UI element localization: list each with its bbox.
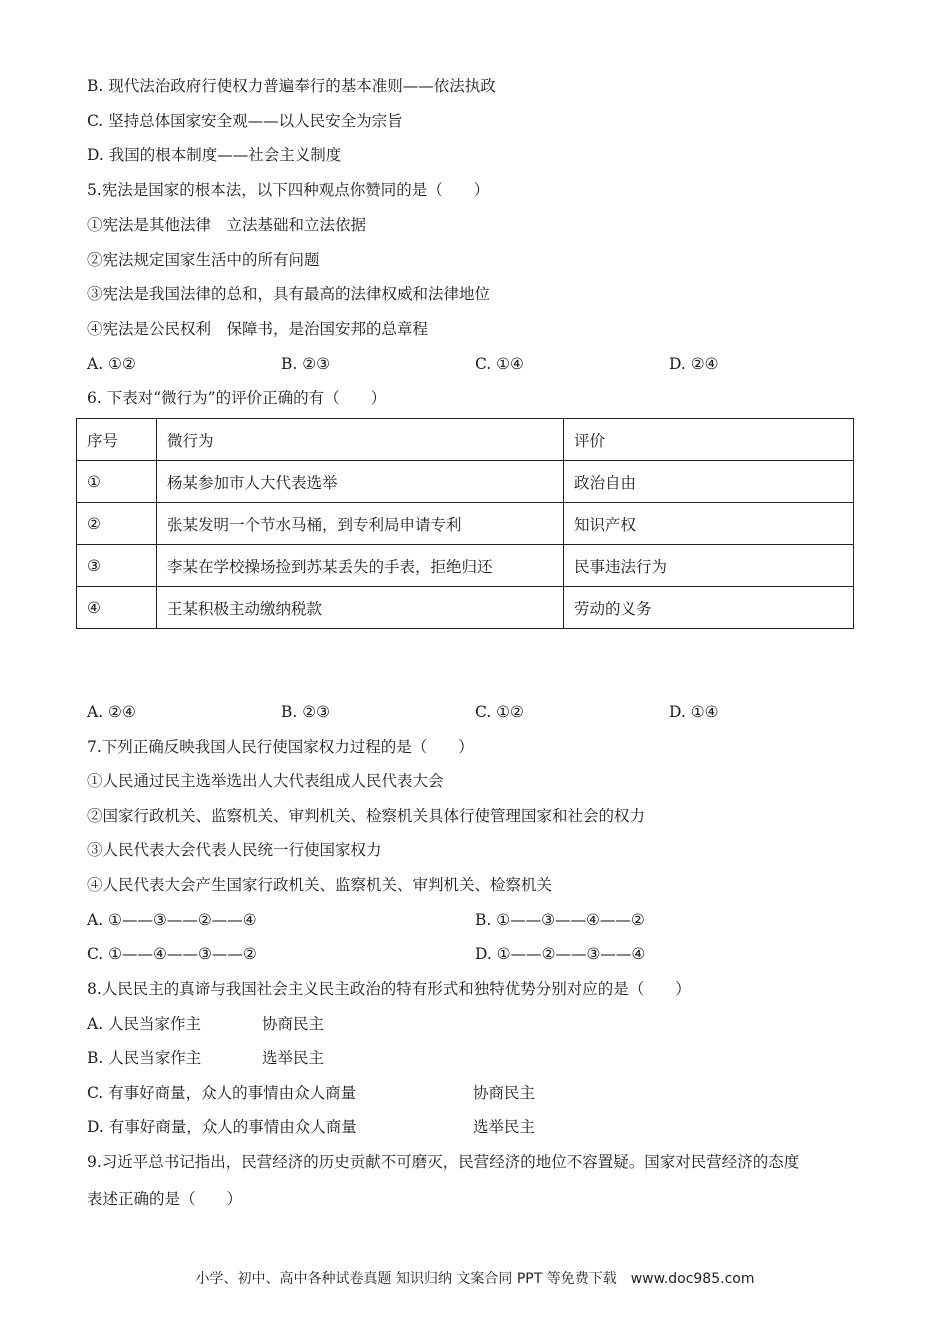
table-row bbox=[77, 461, 854, 503]
q8-option-b-second: 选举民主 bbox=[262, 1049, 325, 1067]
table-cell: ④ bbox=[77, 587, 157, 629]
q5-option-a: A. ①② bbox=[87, 355, 136, 373]
q7-option-c: C. ①——④——③——② bbox=[87, 945, 257, 963]
q8-option-b: B. 人民当家作主 bbox=[87, 1049, 202, 1067]
table-row bbox=[77, 545, 854, 587]
q7-item-3: ③人民代表大会代表人民统一行使国家权力 bbox=[87, 841, 382, 859]
q8-option-a-second: 协商民主 bbox=[262, 1015, 325, 1033]
q7-option-a: A. ①——③——②——④ bbox=[87, 911, 257, 929]
table-header-cell: 微行为 bbox=[157, 419, 564, 461]
q5-stem: 5.宪法是国家的根本法，以下四种观点你赞同的是（ ） bbox=[87, 181, 490, 199]
table-cell: 民事违法行为 bbox=[564, 545, 854, 587]
q6-option-b: B. ②③ bbox=[281, 703, 331, 721]
q7-item-2: ②国家行政机关、监察机关、审判机关、检察机关具体行使管理国家和社会的权力 bbox=[87, 807, 646, 825]
q5-item-2: ②宪法规定国家生活中的所有问题 bbox=[87, 251, 320, 269]
table-cell: 张某发明一个节水马桶，到专利局申请专利 bbox=[157, 503, 564, 545]
q8-option-d: D. 有事好商量，众人的事情由众人商量 bbox=[87, 1118, 357, 1136]
table-cell: ③ bbox=[77, 545, 157, 587]
table-cell: 政治自由 bbox=[564, 461, 854, 503]
table-header-cell: 序号 bbox=[77, 419, 157, 461]
q4-option-d: D. 我国的根本制度——社会主义制度 bbox=[87, 146, 342, 164]
q7-option-d: D. ①——②——③——④ bbox=[475, 945, 646, 963]
q7-option-b: B. ①——③——④——② bbox=[475, 911, 645, 929]
q8-option-a: A. 人民当家作主 bbox=[87, 1015, 202, 1033]
q6-table bbox=[76, 418, 854, 629]
q5-item-4: ④宪法是公民权利 保障书，是治国安邦的总章程 bbox=[87, 320, 429, 338]
q5-option-b: B. ②③ bbox=[281, 355, 331, 373]
q7-item-1: ①人民通过民主选举选出人大代表组成人民代表大会 bbox=[87, 772, 444, 790]
q5-option-c: C. ①④ bbox=[475, 355, 524, 373]
table-cell: ① bbox=[77, 461, 157, 503]
table-cell: 杨某参加市人大代表选举 bbox=[157, 461, 564, 503]
table-header-row bbox=[77, 419, 854, 461]
table-cell: 劳动的义务 bbox=[564, 587, 854, 629]
table-row bbox=[77, 587, 854, 629]
table-cell: ② bbox=[77, 503, 157, 545]
q8-option-c-second: 协商民主 bbox=[473, 1084, 536, 1102]
q6-option-c: C. ①② bbox=[475, 703, 524, 721]
q6-option-d: D. ①④ bbox=[669, 703, 719, 721]
table-cell: 王某积极主动缴纳税款 bbox=[157, 587, 564, 629]
q4-option-b: B. 现代法治政府行使权力普遍奉行的基本准则——依法执政 bbox=[87, 77, 496, 95]
q6-stem: 6. 下表对“微行为”的评价正确的有（ ） bbox=[87, 389, 387, 407]
q7-item-4: ④人民代表大会产生国家行政机关、监察机关、审判机关、检察机关 bbox=[87, 876, 553, 894]
q8-option-c: C. 有事好商量，众人的事情由众人商量 bbox=[87, 1084, 357, 1102]
table-header-cell: 评价 bbox=[564, 419, 854, 461]
page-footer: 小学、初中、高中各种试卷真题 知识归纳 文案合同 PPT 等免费下载 www.doc985.com bbox=[195, 1271, 755, 1287]
q9-stem-line-1: 9.习近平总书记指出，民营经济的历史贡献不可磨灭，民营经济的地位不容置疑。国家对民营经济的态度 bbox=[87, 1153, 800, 1171]
q5-item-1: ①宪法是其他法律 立法基础和立法依据 bbox=[87, 216, 367, 234]
q6-option-a: A. ②④ bbox=[87, 703, 136, 721]
q4-option-c: C. 坚持总体国家安全观——以人民安全为宗旨 bbox=[87, 112, 403, 130]
table-cell: 知识产权 bbox=[564, 503, 854, 545]
table-cell: 李某在学校操场捡到苏某丢失的手表，拒绝归还 bbox=[157, 545, 564, 587]
q5-option-d: D. ②④ bbox=[669, 355, 719, 373]
q7-stem: 7.下列正确反映我国人民行使国家权力过程的是（ ） bbox=[87, 738, 474, 756]
q8-option-d-second: 选举民主 bbox=[473, 1118, 536, 1136]
table-row bbox=[77, 503, 854, 545]
q5-item-3: ③宪法是我国法律的总和，具有最高的法律权威和法律地位 bbox=[87, 285, 491, 303]
q9-stem-line-2: 表述正确的是（ ） bbox=[87, 1190, 243, 1208]
q8-stem: 8.人民民主的真谛与我国社会主义民主政治的特有形式和独特优势分别对应的是（ ） bbox=[87, 980, 691, 998]
